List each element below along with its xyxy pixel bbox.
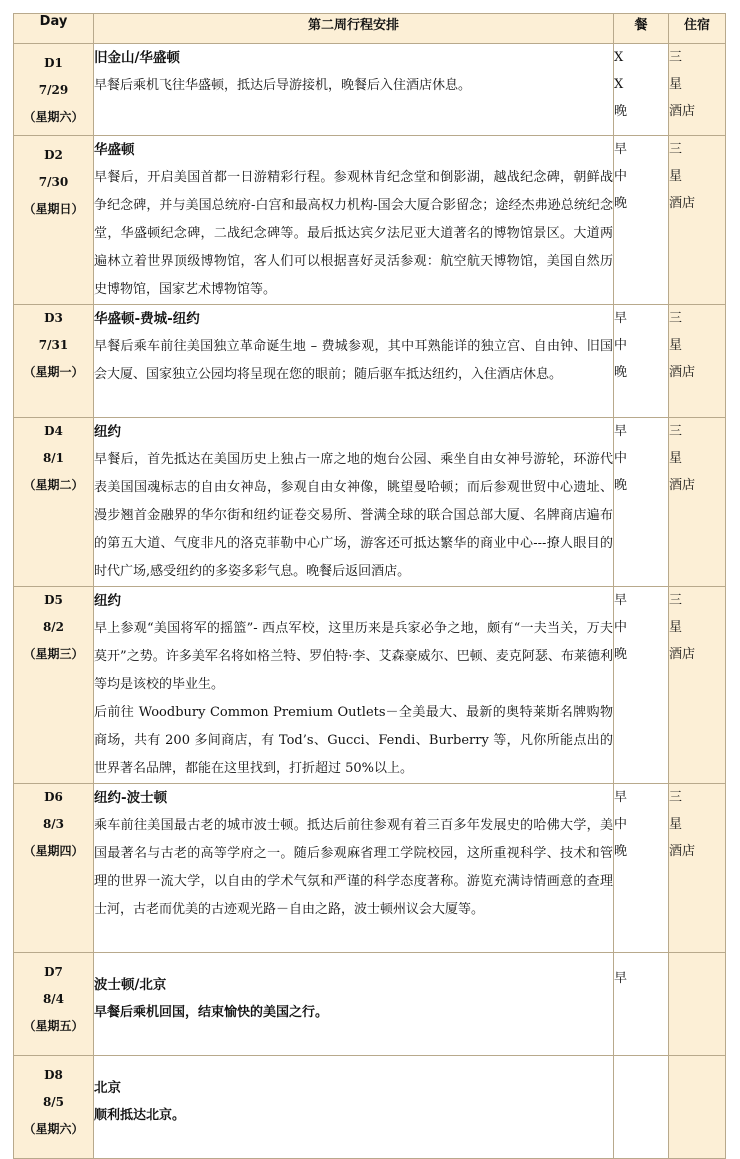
day-day: D6 — [44, 790, 63, 804]
plan-description: 乘车前往美国最古老的城市波士顿。抵达后前往参观有着三百多年发展史的哈佛大学，美国最著名与古老的高等学府之一。随后参观麻省理工学院校园，这所重视科学、技术和管理的世界一流大学，以自由的学术气氛和严谨的科学态度著称。游览充满诗情画意的查理士河，古老而优美的古迹观光路－自由之路，波士顿州议会大厦等。 — [94, 818, 613, 917]
plan-title: 纽约-波士顿 — [94, 790, 168, 806]
meal-item: 晚 — [614, 196, 628, 211]
day-cell — [14, 305, 94, 418]
meal-item: 中 — [614, 620, 628, 635]
meal-item: 中 — [614, 169, 628, 184]
day-cell — [14, 953, 94, 1056]
day-cell — [14, 136, 94, 305]
meal-item: 晚 — [614, 104, 628, 119]
itinerary-row — [14, 953, 726, 1056]
meal-cell — [614, 587, 669, 784]
stay-cell — [669, 784, 726, 953]
stay-type: 酒店 — [669, 365, 696, 380]
day-date: 8/4 — [42, 992, 65, 1006]
stay-cell — [669, 44, 726, 136]
stay-cell — [669, 953, 726, 1056]
itinerary-row — [14, 587, 726, 784]
meal-item: 晚 — [614, 647, 628, 662]
day-weekday: （星期六） — [23, 1122, 84, 1136]
plan-title: 波士顿/北京 — [94, 977, 167, 993]
plan-description: 早餐后乘机回国，结束愉快的美国之行。 — [94, 1005, 329, 1020]
meal-item: 早 — [614, 593, 628, 608]
day-date: 7/30 — [38, 175, 69, 189]
meal-item: 早 — [614, 424, 628, 439]
plan-cell — [94, 136, 614, 305]
plan-title: 纽约 — [94, 424, 121, 440]
itinerary-row — [14, 305, 726, 418]
plan-title: 华盛顿-费城-纽约 — [94, 311, 200, 327]
itinerary-row — [14, 1056, 726, 1159]
day-cell — [14, 784, 94, 953]
plan-description: 早餐后乘机飞往华盛顿，抵达后导游接机，晚餐后入住酒店休息。 — [94, 78, 472, 93]
stay-rating: 三星 — [669, 424, 701, 466]
stay-rating: 三星 — [669, 142, 701, 184]
stay-cell — [669, 136, 726, 305]
header-day: Day — [14, 14, 94, 44]
day-day: D2 — [44, 148, 63, 162]
stay-rating: 三星 — [669, 790, 701, 832]
meal-item: 早 — [614, 971, 628, 986]
stay-rating: 三星 — [669, 50, 701, 92]
plan-description: 早餐后，开启美国首都一日游精彩行程。参观林肯纪念堂和倒影湖，越战纪念碑，朝鲜战争纪念碑，并与美国总统府-白宫和最高权力机构-国会大厦合影留念；途经杰弗逊总统纪念堂，华盛顿纪念碑，二战纪念碑等。最后抵达宾夕法尼亚大道著名的博物馆景区。大道两遍林立着世界顶级博物馆，客人们可以根据喜好灵活参观：航空航天博物馆，美国自然历史博物馆，国家艺术博物馆等。 — [94, 170, 613, 297]
plan-cell — [94, 418, 614, 587]
day-cell — [14, 418, 94, 587]
day-date: 8/1 — [42, 451, 65, 465]
meal-item: 中 — [614, 451, 628, 466]
day-date: 8/2 — [42, 620, 65, 634]
stay-rating: 三星 — [669, 593, 701, 635]
day-weekday: （星期五） — [23, 1019, 84, 1033]
meal-cell — [614, 1056, 669, 1159]
itinerary-row — [14, 418, 726, 587]
day-weekday: （星期二） — [23, 478, 84, 492]
meal-item: 晚 — [614, 844, 628, 859]
day-day: D5 — [44, 593, 63, 607]
plan-description: 早上参观“美国将军的摇篮”- 西点军校，这里历来是兵家必争之地，颇有“一夫当关，万夫莫开”之势。许多美军名将如格兰特、罗伯特·李、艾森豪威尔、巴顿、麦克阿瑟、布莱德利等均是该校的毕业生。 — [94, 621, 613, 692]
stay-type: 酒店 — [669, 844, 696, 859]
itinerary-row — [14, 136, 726, 305]
plan-title: 纽约 — [94, 593, 121, 609]
plan-title: 旧金山/华盛顿 — [94, 50, 180, 66]
header-meal: 餐 — [614, 14, 669, 44]
day-date: 7/31 — [38, 338, 69, 352]
day-cell — [14, 1056, 94, 1159]
day-day: D7 — [44, 965, 63, 979]
plan-description: 后前往 Woodbury Common Premium Outlets－全美最大、最新的奥特莱斯名牌购物商场，共有 200 多间商店，有 Tod’s、Gucci、Fendi、Burberry 等，凡你所能点出的世界著名品牌，都能在这里找到，打折超过 50%以上。 — [94, 705, 613, 776]
day-day: D8 — [44, 1068, 63, 1082]
day-day: D3 — [44, 311, 63, 325]
day-date: 8/3 — [42, 817, 65, 831]
day-weekday: （星期三） — [23, 647, 84, 661]
stay-cell — [669, 587, 726, 784]
plan-title: 北京 — [94, 1080, 121, 1096]
stay-type: 酒店 — [669, 104, 696, 119]
itinerary-row — [14, 44, 726, 136]
meal-cell — [614, 136, 669, 305]
header-plan: 第二周行程安排 — [94, 14, 614, 44]
table-header-row — [14, 14, 726, 44]
plan-description: 早餐后乘车前往美国独立革命诞生地 – 费城参观，其中耳熟能详的独立宫、自由钟、旧国会大厦、国家独立公园均将呈现在您的眼前；随后驱车抵达纽约，入住酒店休息。 — [94, 339, 613, 382]
stay-type: 酒店 — [669, 196, 696, 211]
plan-description: 早餐后，首先抵达在美国历史上独占一席之地的炮台公园、乘坐自由女神号游轮，环游代表美国国魂标志的自由女神岛，参观自由女神像，眺望曼哈顿；而后参观世贸中心遗址、漫步翘首金融界的华尔街和纽约证卷交易所、誉满全球的联合国总部大厦、名牌商店遍布的第五大道、气度非凡的洛克菲勒中心广场，游客还可抵达繁华的商业中心---撩人眼目的时代广场,感受纽约的多姿多彩气息。晚餐后返回酒店。 — [94, 452, 613, 579]
stay-cell — [669, 1056, 726, 1159]
meal-item: 早 — [614, 311, 628, 326]
itinerary-table — [13, 13, 726, 1159]
day-cell — [14, 44, 94, 136]
plan-cell — [94, 953, 614, 1056]
plan-cell — [94, 587, 614, 784]
meal-item: 早 — [614, 142, 628, 157]
plan-cell — [94, 44, 614, 136]
plan-cell — [94, 305, 614, 418]
plan-title: 华盛顿 — [94, 142, 135, 158]
meal-item: 中 — [614, 338, 628, 353]
meal-cell — [614, 784, 669, 953]
meal-item: 早 — [614, 790, 628, 805]
meal-item: X — [614, 50, 624, 65]
stay-type: 酒店 — [669, 647, 696, 662]
meal-item: 中 — [614, 817, 628, 832]
day-weekday: （星期六） — [23, 110, 84, 124]
day-day: D1 — [44, 56, 63, 70]
stay-cell — [669, 418, 726, 587]
plan-description: 顺利抵达北京。 — [94, 1108, 186, 1123]
day-cell — [14, 587, 94, 784]
stay-type: 酒店 — [669, 478, 696, 493]
stay-rating: 三星 — [669, 311, 701, 353]
meal-item: 晚 — [614, 478, 628, 493]
day-weekday: （星期四） — [23, 844, 84, 858]
meal-item: X — [614, 77, 624, 92]
meal-cell — [614, 953, 669, 1056]
header-stay: 住宿 — [669, 14, 726, 44]
meal-cell — [614, 418, 669, 587]
meal-item: 晚 — [614, 365, 628, 380]
day-weekday: （星期日） — [23, 202, 84, 216]
plan-cell — [94, 1056, 614, 1159]
plan-cell — [94, 784, 614, 953]
day-day: D4 — [44, 424, 63, 438]
day-weekday: （星期一） — [23, 365, 84, 379]
day-date: 7/29 — [38, 83, 69, 97]
meal-cell — [614, 305, 669, 418]
day-date: 8/5 — [42, 1095, 65, 1109]
itinerary-row — [14, 784, 726, 953]
meal-cell — [614, 44, 669, 136]
stay-cell — [669, 305, 726, 418]
